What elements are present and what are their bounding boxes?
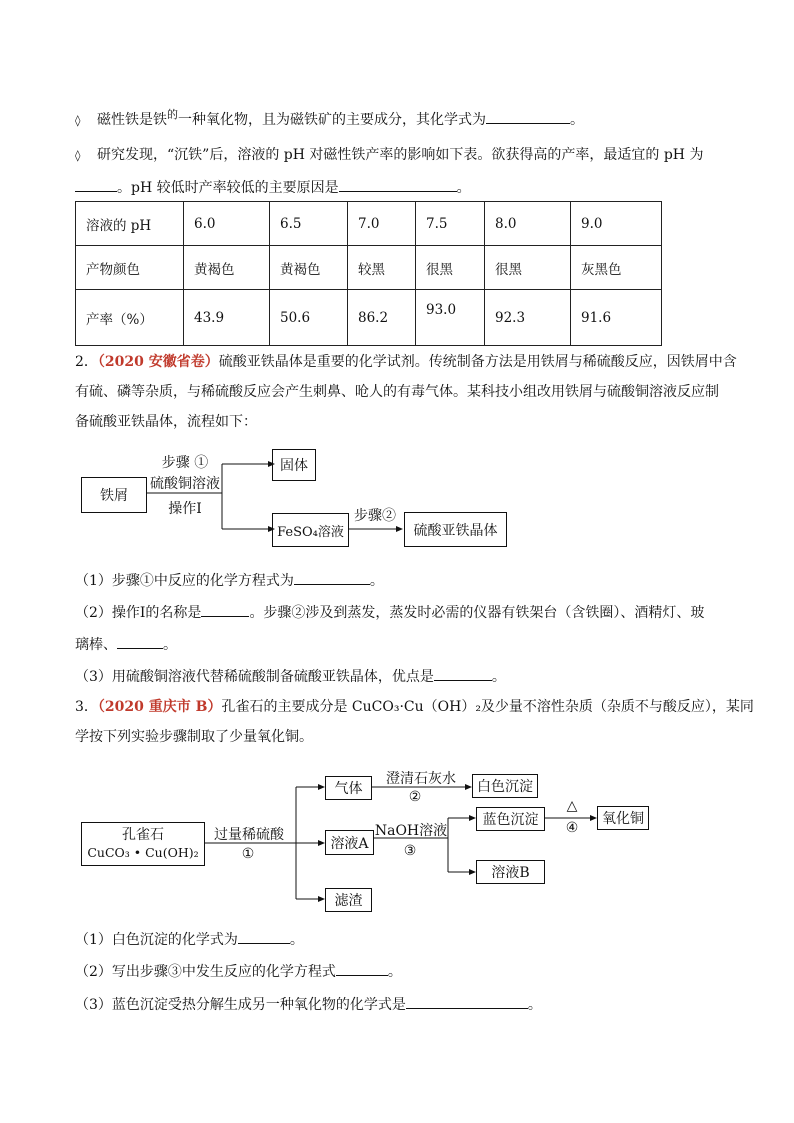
- table-cell: 很黑: [485, 246, 571, 290]
- table-cell: 很黑: [416, 246, 485, 290]
- gas-box: 气体: [325, 776, 372, 800]
- white-precipitate-box: 白色沉淀: [472, 774, 538, 798]
- q-end: 。: [527, 997, 542, 1013]
- q2-line3: 备硫酸亚铁晶体，流程如下：: [75, 414, 257, 430]
- q-text: （2）操作Ⅰ的名称是: [75, 605, 202, 621]
- table-cell: 产率（%）: [76, 290, 184, 346]
- table-cell: 产物颜色: [76, 246, 184, 290]
- table-cell: 8.0: [485, 202, 571, 246]
- table-cell: 93.0: [416, 290, 485, 346]
- q-text: 硫酸亚铁晶体是重要的化学试剂。传统制备方法是用铁屑与稀硫酸反应，因铁屑中含: [218, 354, 737, 370]
- step3-circle: ③: [403, 843, 417, 859]
- q-text: 研究发现，“沉铁”后，溶液的 pH 对磁性铁产率的影响如下表。欲获得高的产率，最适宜的 pH 为: [97, 147, 704, 163]
- q3-sub2: [75, 961, 725, 982]
- copper-oxide-box: 氧化铜: [597, 806, 649, 830]
- operation-label: 操作Ⅰ: [168, 501, 202, 517]
- diamond-bullet: ◊: [75, 114, 81, 127]
- q-text: 磁性铁是铁: [97, 112, 167, 128]
- answer-blank[interactable]: [336, 961, 388, 976]
- table-cell: 黄褐色: [184, 246, 270, 290]
- answer-blank[interactable]: [406, 994, 528, 1009]
- q3-sub3: [75, 994, 725, 1015]
- step2-circle: ②: [408, 789, 422, 805]
- table-cell: 43.9: [184, 290, 270, 346]
- q-text: （2）写出步骤③中发生反应的化学方程式: [75, 964, 336, 980]
- malachite-formula: CuCO₃ • Cu(OH)₂: [87, 845, 199, 860]
- feso4-solution-box: FeSO₄溶液: [272, 513, 349, 547]
- solution-a-box: 溶液A: [325, 830, 374, 855]
- q-text: 孔雀石的主要成分是 CuCO₃·Cu（OH）₂及少量不溶性杂质（杂质不与酸反应），某同: [221, 699, 754, 715]
- question-number: 2．: [75, 354, 98, 370]
- q-end: 。: [387, 964, 402, 980]
- q-text: 。步骤②涉及到蒸发，蒸发时必需的仪器有铁架台（含铁圈）、酒精灯、玻: [249, 605, 705, 621]
- q-text: （3）用硫酸铜溶液代替稀硫酸制备硫酸亚铁晶体，优点是: [75, 669, 434, 685]
- table-cell: 6.5: [270, 202, 348, 246]
- q-text: （3）蓝色沉淀受热分解生成另一种氧化物的化学式是: [75, 997, 406, 1013]
- solid-box: 固体: [272, 449, 316, 481]
- q-text: 。pH 较低时产率较低的主要原因是: [117, 180, 339, 196]
- step4-circle: ④: [565, 820, 579, 836]
- heat-symbol: △: [566, 798, 578, 814]
- question-source: （2020 安徽省卷）: [97, 354, 219, 370]
- residue-box: 滤渣: [325, 888, 372, 912]
- question-number: 3．: [75, 699, 98, 715]
- table-cell: 86.2: [348, 290, 416, 346]
- table-cell: 6.0: [184, 202, 270, 246]
- q-text: （1）步骤①中反应的化学方程式为: [75, 573, 294, 589]
- table-cell: 7.5: [416, 202, 485, 246]
- q3-sub1: [75, 929, 725, 950]
- q-end: 。: [163, 637, 177, 653]
- malachite-box: [81, 822, 205, 866]
- q-end: 。: [491, 669, 506, 685]
- table-cell: 9.0: [571, 202, 662, 246]
- solution-b-box: 溶液B: [476, 860, 545, 884]
- diamond-bullet: ◊: [75, 149, 81, 162]
- table-cell: 50.6: [270, 290, 348, 346]
- table-cell: 92.3: [485, 290, 571, 346]
- q2-line2: 有硫、磷等杂质，与稀硫酸反应会产生刺鼻、呛人的有毒气体。某科技小组改用铁屑与硫酸铜溶液反应制: [75, 384, 719, 400]
- step2-label: 步骤②: [354, 508, 396, 524]
- q-text: 一种氧化物，且为磁铁矿的主要成分，其化学式为: [178, 112, 486, 128]
- table-cell: 黄褐色: [270, 246, 348, 290]
- table-cell: 灰黑色: [571, 246, 662, 290]
- question-source: （2020 重庆市 B）: [97, 699, 222, 715]
- q-end: 。: [456, 180, 471, 196]
- q-end: 。: [289, 932, 304, 948]
- malachite-label: 孔雀石: [122, 827, 164, 843]
- superscript-text: 的: [167, 108, 178, 121]
- q-text: （1）白色沉淀的化学式为: [75, 932, 238, 948]
- q-end: 。: [570, 112, 584, 128]
- step1-label: 步骤 ①: [161, 455, 209, 471]
- step1-circle: ①: [241, 846, 255, 862]
- limewater-label: 澄清石灰水: [386, 771, 456, 787]
- table-cell: 较黑: [348, 246, 416, 290]
- table-cell: 溶液的 pH: [76, 202, 184, 246]
- answer-blank[interactable]: [238, 929, 290, 944]
- blue-precipitate-box: 蓝色沉淀: [476, 807, 545, 831]
- table-cell: 7.0: [348, 202, 416, 246]
- ferrous-sulfate-crystal-box: 硫酸亚铁晶体: [404, 512, 507, 547]
- iron-filings-box: 铁屑: [81, 477, 147, 513]
- q3-line2: 学按下列实验步骤制取了少量氧化铜。: [75, 729, 313, 745]
- reagent-label: 硫酸铜溶液: [150, 476, 220, 492]
- acid-label: 过量稀硫酸: [214, 827, 284, 843]
- naoh-label: NaOH溶液: [374, 823, 448, 839]
- q-end: 。: [369, 573, 384, 589]
- table-cell: 91.6: [571, 290, 662, 346]
- q-text: 璃棒、: [75, 637, 117, 653]
